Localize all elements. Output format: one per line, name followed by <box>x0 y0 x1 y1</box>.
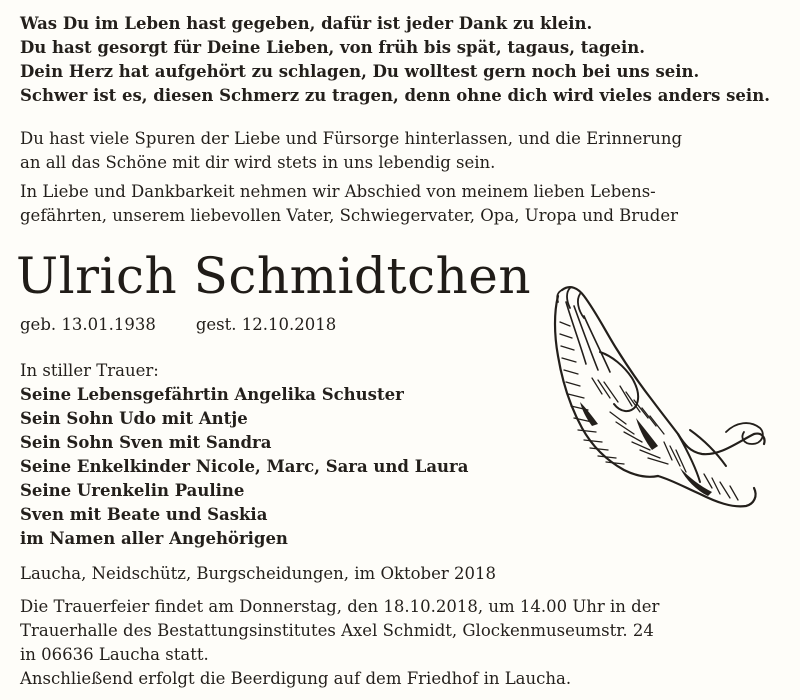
funeral-service-info <box>20 595 659 691</box>
praying-hands-icon <box>540 282 770 514</box>
memorial-poem <box>20 12 790 108</box>
mourner-entry: Sein Sohn Udo mit Antje <box>20 409 248 428</box>
mourner-entry: Seine Enkelkinder Nicole, Marc, Sara und Laura <box>20 457 469 476</box>
paragraph-line: In Liebe und Dankbarkeit nehmen wir Abschied von meinem lieben Lebens- <box>20 182 656 201</box>
place-and-date: Laucha, Neidschütz, Burgscheidungen, im Oktober 2018 <box>20 564 496 583</box>
mourner-entry: im Namen aller Angehörigen <box>20 529 288 548</box>
farewell-paragraph <box>20 180 785 228</box>
paragraph-line: gefährten, unserem liebevollen Vater, Schwiegervater, Opa, Uropa und Bruder <box>20 206 678 225</box>
poem-line: Dein Herz hat aufgehört zu schlagen, Du wolltest gern noch bei uns sein. <box>20 62 700 81</box>
mourner-entry: Seine Urenkelin Pauline <box>20 481 245 500</box>
service-line: Die Trauerfeier findet am Donnerstag, den 18.10.2018, um 14.00 Uhr in der <box>20 597 660 616</box>
life-dates <box>20 313 336 337</box>
poem-line: Du hast gesorgt für Deine Lieben, von früh bis spät, tagaus, tagein. <box>20 38 646 57</box>
birth-date: geb. 13.01.1938 <box>20 315 156 334</box>
service-line: Trauerhalle des Bestattungsinstitutes Axel Schmidt, Glockenmuseumstr. 24 <box>20 621 654 640</box>
paragraph-line: an all das Schöne mit dir wird stets in uns lebendig sein. <box>20 153 496 172</box>
deceased-name: Ulrich Schmidtchen <box>16 247 532 305</box>
poem-line: Was Du im Leben hast gegeben, dafür ist jeder Dank zu klein. <box>20 14 593 33</box>
paragraph-line: Du hast viele Spuren der Liebe und Fürsorge hinterlassen, und die Erinnerung <box>20 129 683 148</box>
mourners-list <box>20 359 468 551</box>
mourner-entry: Seine Lebensgefährtin Angelika Schuster <box>20 385 404 404</box>
mourner-entry: Sein Sohn Sven mit Sandra <box>20 433 272 452</box>
mourners-intro: In stiller Trauer: <box>20 361 159 380</box>
mourner-entry: Sven mit Beate und Saskia <box>20 505 268 524</box>
poem-line: Schwer ist es, diesen Schmerz zu tragen, denn ohne dich wird vieles anders sein. <box>20 86 770 105</box>
death-date: gest. 12.10.2018 <box>195 315 337 334</box>
service-line: in 06636 Laucha statt. <box>20 645 209 664</box>
service-line: Anschließend erfolgt die Beerdigung auf dem Friedhof in Laucha. <box>20 669 572 688</box>
remembrance-paragraph <box>20 127 785 175</box>
